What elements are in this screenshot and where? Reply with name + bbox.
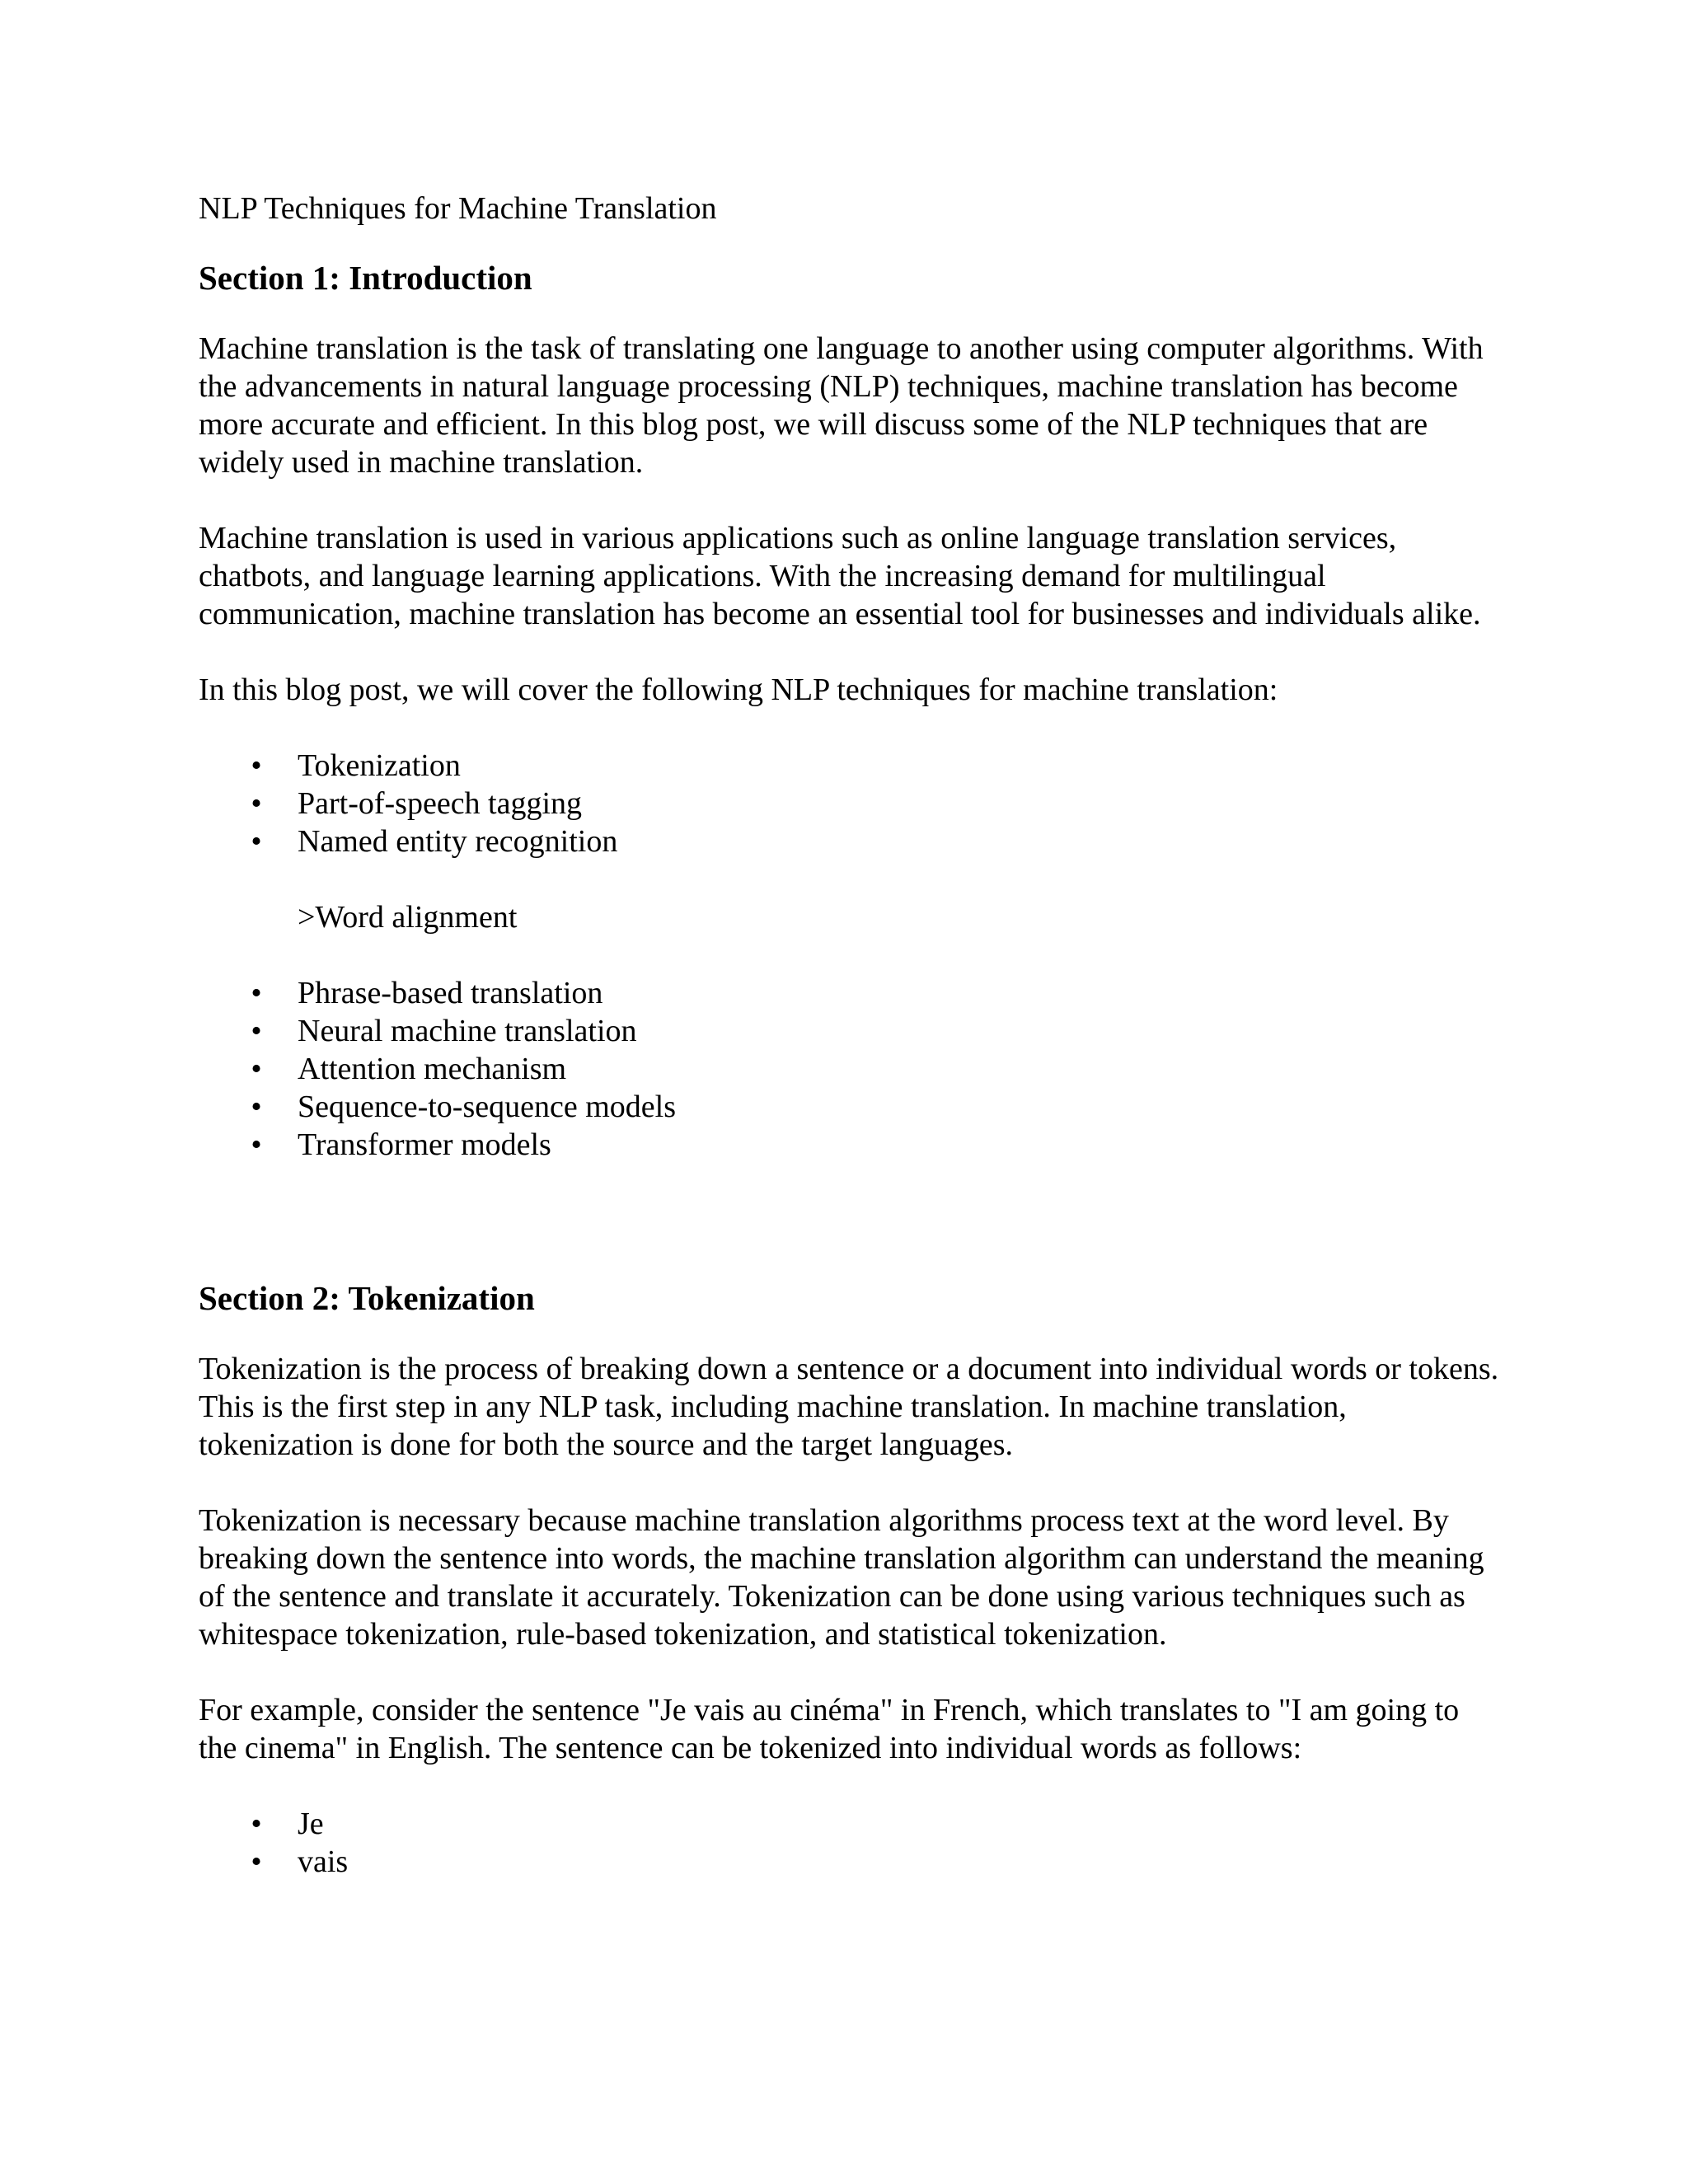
list-item: [199, 1805, 1501, 1843]
bullet-icon: •: [251, 1127, 262, 1162]
list-item: [199, 974, 1501, 1012]
section-2-heading: Section 2: Tokenization: [199, 1279, 535, 1317]
list-item: [199, 1012, 1501, 1050]
bullet-icon: •: [251, 1014, 262, 1048]
list-item-text: vais: [298, 1844, 349, 1879]
section-2-paragraph-1: Tokenization is the process of breaking down a sentence or a document into individual words or tokens. This is the first step in any NLP task, including machine translation. In machine translation, tokenization is done for both the source and the target languages.: [199, 1352, 1499, 1462]
techniques-list-a: [199, 747, 1501, 860]
bullet-icon: •: [251, 1052, 262, 1086]
list-item-text: Transformer models: [298, 1127, 551, 1162]
list-item-text: Named entity recognition: [298, 824, 618, 859]
section-spacer: [199, 1202, 1501, 1277]
section-2-paragraph-2: Tokenization is necessary because machine translation algorithms process text at the word level. By breaking down the sentence into words, the machine translation algorithm can understand the meaning of the sentence and translate it accurately. Tokenization can be done using various techniques such as whitespace tokenization, rule-based tokenization, and statistical tokenization.: [199, 1503, 1484, 1652]
list-item-text: Neural machine translation: [298, 1014, 637, 1048]
bullet-icon: •: [251, 824, 262, 859]
bullet-icon: •: [251, 786, 262, 821]
list-item: [199, 1843, 1501, 1881]
bullet-icon: •: [251, 1844, 262, 1879]
indented-list-item: >Word alignment: [298, 900, 518, 935]
list-item-text: Je: [298, 1807, 324, 1841]
list-item: [199, 1088, 1501, 1126]
list-item-text: Attention mechanism: [298, 1052, 567, 1086]
list-item: [199, 747, 1501, 785]
bullet-icon: •: [251, 1807, 262, 1841]
techniques-list-b: [199, 974, 1501, 1164]
section-1-heading: Section 1: Introduction: [199, 259, 532, 297]
section-2-paragraph-3: For example, consider the sentence "Je vais au cinéma" in French, which translates to "I am going to the cinema" in English. The sentence can be tokenized into individual words as follows:: [199, 1693, 1460, 1765]
section-1-paragraph-2: Machine translation is used in various applications such as online language translation services, chatbots, and language learning applications. With the increasing demand for multilingual communication, machine translation has become an essential tool for businesses and individuals alike.: [199, 521, 1481, 631]
list-item: [199, 1126, 1501, 1164]
list-item-text: Part-of-speech tagging: [298, 786, 583, 821]
section-1-paragraph-3: In this blog post, we will cover the following NLP techniques for machine translation:: [199, 673, 1278, 707]
tokens-list: [199, 1805, 1501, 1881]
list-item: [199, 785, 1501, 823]
list-item: [199, 823, 1501, 860]
bullet-icon: •: [251, 748, 262, 783]
section-1-paragraph-1: Machine translation is the task of translating one language to another using computer algorithms. With the advancements in natural language processing (NLP) techniques, machine translation has become more accurate and efficient. In this blog post, we will discuss some of the NLP techniques that are widely used in machine translation.: [199, 331, 1484, 480]
document-page: [199, 190, 1501, 1919]
list-item-text: Tokenization: [298, 748, 461, 783]
list-item-text: Sequence-to-sequence models: [298, 1090, 676, 1124]
bullet-icon: •: [251, 1090, 262, 1124]
bullet-icon: •: [251, 976, 262, 1010]
list-item-text: Phrase-based translation: [298, 976, 603, 1010]
list-item: [199, 1050, 1501, 1088]
document-title: NLP Techniques for Machine Translation: [199, 191, 717, 226]
